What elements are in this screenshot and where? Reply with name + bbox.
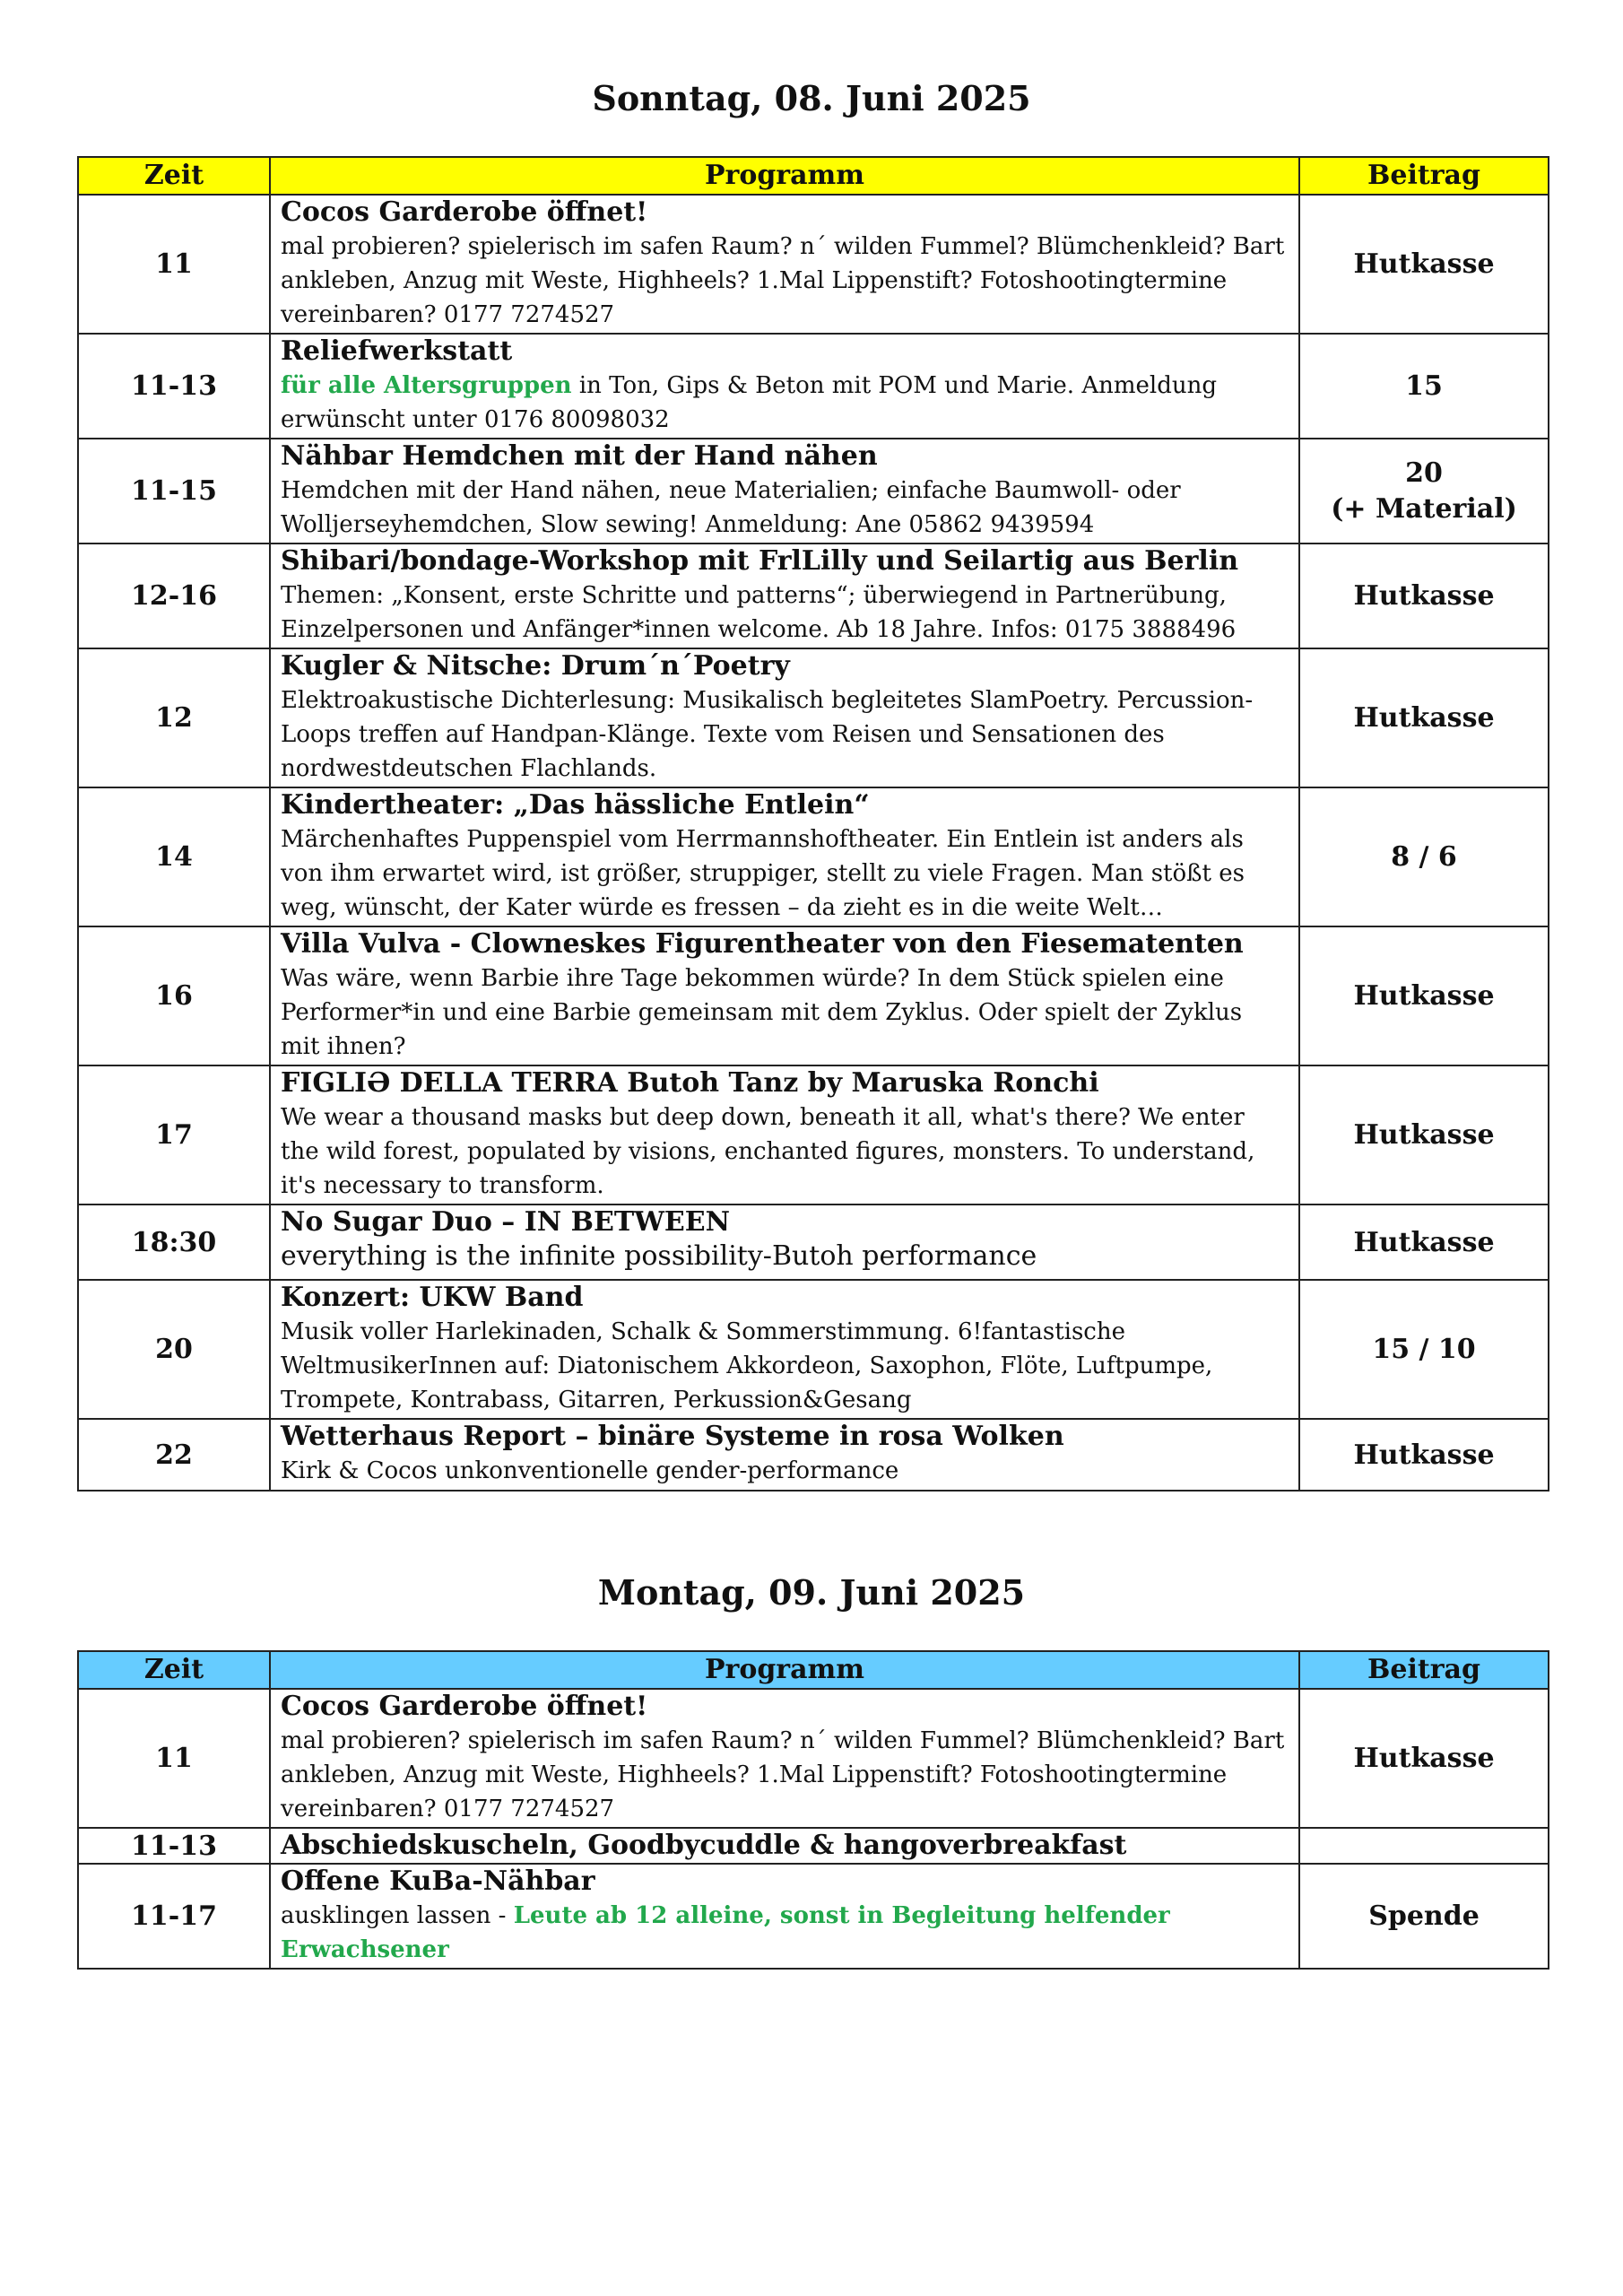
row-description: We wear a thousand masks but deep down, beneath it all, what's there? We enter the wild forest, populated by visions, enchanted figures, monsters. To understand, it's necessary to transform. xyxy=(281,1104,1255,1199)
row-title: Konzert: UKW Band xyxy=(281,1282,584,1313)
table-row xyxy=(78,1689,1549,1828)
row-program xyxy=(270,439,1299,544)
row-program xyxy=(270,1280,1299,1419)
row-title: Kindertheater: „Das hässliche Entlein“ xyxy=(281,789,870,821)
row-fee xyxy=(1299,439,1549,544)
row-description: Kirk & Cocos unkonventionelle gender-performance xyxy=(281,1457,899,1484)
row-time: 11 xyxy=(78,195,270,334)
row-time: 16 xyxy=(78,926,270,1065)
row-title: Shibari/bondage-Workshop mit FrlLilly und Seilartig aus Berlin xyxy=(281,545,1239,577)
table-header-row xyxy=(78,157,1549,195)
row-title: Abschiedskuscheln, Goodbycuddle & hangoverbreakfast xyxy=(281,1830,1127,1861)
table-row xyxy=(78,334,1549,439)
row-time: 14 xyxy=(78,787,270,926)
table-row xyxy=(78,926,1549,1065)
row-program xyxy=(270,195,1299,334)
header-fee: Beitrag xyxy=(1299,157,1549,195)
row-fee: Hutkasse xyxy=(1299,195,1549,334)
row-time: 18:30 xyxy=(78,1205,270,1280)
row-description: mal probieren? spielerisch im safen Raum? n´ wilden Fummel? Blümchenkleid? Bart ankleben, Anzug mit Weste, Highheels? 1.Mal Lippenstift? Fotoshootingtermine vereinbaren? 0177 7274527 xyxy=(281,233,1285,328)
table-row xyxy=(78,1864,1549,1969)
row-time: 11 xyxy=(78,1689,270,1828)
row-fee: 15 xyxy=(1299,334,1549,439)
row-time: 12 xyxy=(78,648,270,787)
row-title: FIGLIƏ DELLA TERRA Butoh Tanz by Maruska Ronchi xyxy=(281,1067,1099,1099)
row-description: mal probieren? spielerisch im safen Raum? n´ wilden Fummel? Blümchenkleid? Bart ankleben, Anzug mit Weste, Highheels? 1.Mal Lippenstift? Fotoshootingtermine vereinbaren? 0177 7274527 xyxy=(281,1727,1285,1822)
row-program xyxy=(270,1689,1299,1828)
row-fee xyxy=(1299,1828,1549,1864)
header-time: Zeit xyxy=(78,157,270,195)
row-time: 22 xyxy=(78,1419,270,1491)
row-description: Märchenhaftes Puppenspiel vom Herrmannshoftheater. Ein Entlein ist anders als von ihm erwartet wird, ist größer, struppiger, stellt zu viele Fragen. Man stößt es weg, wünscht, der Kater würde es fressen – da zieht es in die weite Welt… xyxy=(281,826,1245,921)
row-fee: Hutkasse xyxy=(1299,1065,1549,1205)
day-title-sunday: Sonntag, 08. Juni 2025 xyxy=(592,78,1031,118)
row-program xyxy=(270,544,1299,648)
row-description: Themen: „Konsent, erste Schritte und patterns“; überwiegend in Partnerübung, Einzelpersonen und Anfänger*innen welcome. Ab 18 Jahre. Infos: 0175 3888496 xyxy=(281,582,1237,643)
header-program: Programm xyxy=(270,1651,1299,1689)
row-description: Elektroakustische Dichterlesung: Musikalisch begleitetes SlamPoetry. Percussion-Loops treffen auf Handpan-Klänge. Texte vom Reisen und Sensationen des nordwestdeutschen Flachlands. xyxy=(281,687,1254,782)
row-program xyxy=(270,1828,1299,1864)
header-fee: Beitrag xyxy=(1299,1651,1549,1689)
table-row xyxy=(78,1280,1549,1419)
row-time: 12-16 xyxy=(78,544,270,648)
row-description-highlight: für alle Altersgruppen xyxy=(281,372,572,399)
header-time: Zeit xyxy=(78,1651,270,1689)
row-time: 20 xyxy=(78,1280,270,1419)
row-description xyxy=(281,1899,1288,1967)
row-time: 11-13 xyxy=(78,1828,270,1864)
row-description: Was wäre, wenn Barbie ihre Tage bekommen würde? In dem Stück spielen eine Performer*in und eine Barbie gemeinsam mit dem Zyklus. Oder spielt der Zyklus mit ihnen? xyxy=(281,965,1243,1060)
row-title: Nähbar Hemdchen mit der Hand nähen xyxy=(281,440,878,472)
row-fee: Hutkasse xyxy=(1299,544,1549,648)
row-program xyxy=(270,1419,1299,1491)
row-title: Reliefwerkstatt xyxy=(281,335,513,367)
table-row xyxy=(78,1828,1549,1864)
row-description-text: ausklingen lassen - xyxy=(281,1902,514,1929)
table-row xyxy=(78,787,1549,926)
schedule-table-sunday xyxy=(77,156,1549,1492)
row-title: Villa Vulva - Clowneskes Figurentheater von den Fiesematenten xyxy=(281,928,1244,960)
row-fee-extra: (+ Material) xyxy=(1331,492,1517,525)
row-description: everything is the infinite possibility-Butoh performance xyxy=(281,1240,1037,1272)
table-header-row xyxy=(78,1651,1549,1689)
row-description-text: in Ton, Gips & Beton mit POM und Marie. Anmeldung erwünscht unter 0176 80098032 xyxy=(281,372,1217,433)
row-title: Offene KuBa-Nähbar xyxy=(281,1866,595,1897)
table-row xyxy=(78,439,1549,544)
row-time: 11-17 xyxy=(78,1864,270,1969)
row-title: Wetterhaus Report – binäre Systeme in rosa Wolken xyxy=(281,1421,1064,1452)
header-program: Programm xyxy=(270,157,1299,195)
row-description: Hemdchen mit der Hand nähen, neue Materialien; einfache Baumwoll- oder Wolljerseyhemdchen, Slow sewing! Anmeldung: Ane 05862 9439594 xyxy=(281,477,1181,538)
row-title: Cocos Garderobe öffnet! xyxy=(281,1691,648,1722)
row-fee-amount: 20 xyxy=(1405,457,1443,489)
row-program xyxy=(270,787,1299,926)
schedule-table-monday xyxy=(77,1650,1549,1970)
row-description: Musik voller Harlekinaden, Schalk & Sommerstimmung. 6!fantastische WeltmusikerInnen auf: Diatonischem Akkordeon, Saxophon, Flöte, Luftpumpe, Trompete, Kontrabass, Gitarren, Perkussion&Gesang xyxy=(281,1318,1213,1413)
row-time: 11-15 xyxy=(78,439,270,544)
row-title: Kugler & Nitsche: Drum´n´Poetry xyxy=(281,650,790,682)
row-fee: Hutkasse xyxy=(1299,648,1549,787)
row-description-highlight: Leute ab 12 alleine, sonst in Begleitung helfender Erwachsener xyxy=(281,1902,1170,1963)
row-fee: 15 / 10 xyxy=(1299,1280,1549,1419)
row-fee: Hutkasse xyxy=(1299,1689,1549,1828)
row-program xyxy=(270,648,1299,787)
row-time: 11-13 xyxy=(78,334,270,439)
row-fee: Hutkasse xyxy=(1299,926,1549,1065)
row-fee: Hutkasse xyxy=(1299,1419,1549,1491)
table-row xyxy=(78,648,1549,787)
row-program xyxy=(270,1864,1299,1969)
row-program xyxy=(270,1205,1299,1280)
row-fee: Spende xyxy=(1299,1864,1549,1969)
row-title: No Sugar Duo – IN BETWEEN xyxy=(281,1206,731,1238)
table-row xyxy=(78,1205,1549,1280)
row-program xyxy=(270,1065,1299,1205)
row-title: Cocos Garderobe öffnet! xyxy=(281,196,648,228)
row-program xyxy=(270,334,1299,439)
row-fee: 8 / 6 xyxy=(1299,787,1549,926)
table-row xyxy=(78,1419,1549,1491)
row-program xyxy=(270,926,1299,1065)
row-time: 17 xyxy=(78,1065,270,1205)
table-row xyxy=(78,544,1549,648)
row-description xyxy=(281,369,1288,437)
table-row xyxy=(78,195,1549,334)
table-row xyxy=(78,1065,1549,1205)
day-title-monday: Montag, 09. Juni 2025 xyxy=(597,1572,1026,1613)
row-fee: Hutkasse xyxy=(1299,1205,1549,1280)
